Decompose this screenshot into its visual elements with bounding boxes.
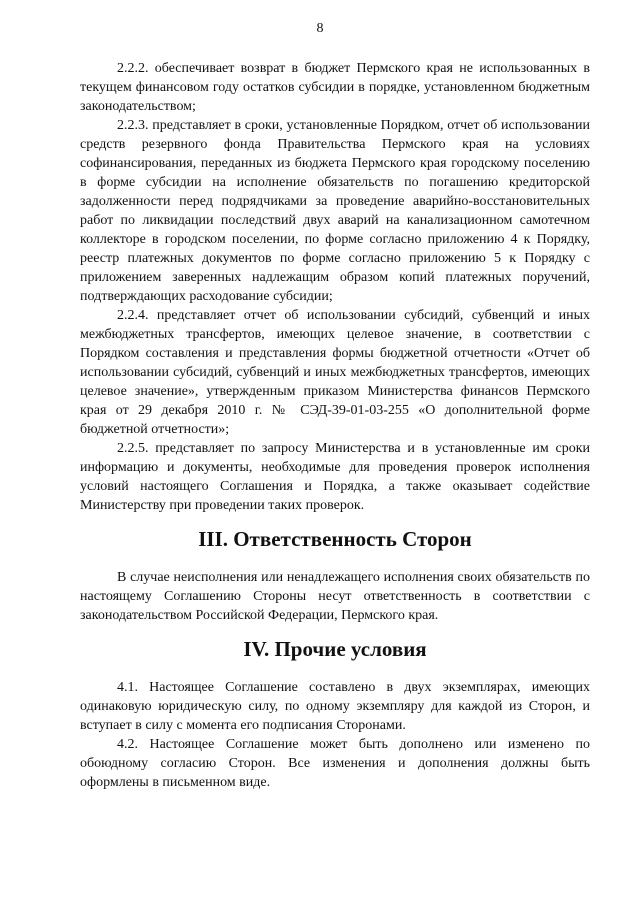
section-3-heading: III. Ответственность Сторон [198, 527, 472, 551]
clause-2-2-5: 2.2.5. представляет по запросу Министерства и в установленные им сроки информацию и документы, необходимые для проведения проверок исполнения условий настоящего Соглашения и Порядка, а также оказывает содействие Министерству при проведении таких проверок. [80, 441, 590, 513]
page-number: 8 [316, 21, 324, 36]
clause-4-1: 4.1. Настоящее Соглашение составлено в двух экземплярах, имеющих одинаковую юридическую силу, по одному экземпляру для каждой из Сторон, и вступает в силу с момента его подписания Сторонами. [80, 680, 590, 733]
clause-4-2: 4.2. Настоящее Соглашение может быть дополнено или изменено по обоюдному согласию Сторон. Все изменения и дополнения должны быть оформлены в письменном виде. [80, 737, 590, 790]
clause-2-2-2: 2.2.2. обеспечивает возврат в бюджет Пермского края не использованных в текущем финансовом году остатков субсидии в порядке, установленном бюджетным законодательством; [80, 61, 590, 114]
document-body [80, 59, 590, 792]
section-4-heading: IV. Прочие условия [243, 637, 427, 661]
section-3-paragraph: В случае неисполнения или ненадлежащего исполнения своих обязательств по настоящему Соглашению Стороны несут ответственность в соответствии с законодательством Российской Федерации, Пермского края. [80, 570, 590, 623]
clause-2-2-4: 2.2.4. представляет отчет об использовании субсидий, субвенций и иных межбюджетных трансфертов, имеющих целевое значение, в соответствии с Порядком составления и представления формы бюджетной отчетности «Отчет об использовании субсидий, субвенций и иных межбюджетных трансфертов, имеющих целевое значение», утвержденным приказом Министерства финансов Пермского края от 29 декабря 2010 г. № СЭД-39-01-03-255 «О дополнительной форме бюджетной отчетности»; [80, 308, 590, 437]
clause-2-2-3: 2.2.3. представляет в сроки, установленные Порядком, отчет об использовании средств резервного фонда Правительства Пермского края на условиях софинансирования, переданных из бюджета Пермского края городскому поселению в форме субсидии на исполнение обязательств по погашению кредиторской задолженности перед подрядчиками за проведение аварийно-восстановительных работ по ликвидации последствий двух аварий на канализационном самотечном коллекторе в городском поселении, по форме согласно приложению 4 к Порядку, реестр платежных документов по форме согласно приложению 5 к Порядку с приложением заверенных надлежащим образом копий платежных поручений, подтверждающих расходование субсидии; [80, 118, 590, 304]
